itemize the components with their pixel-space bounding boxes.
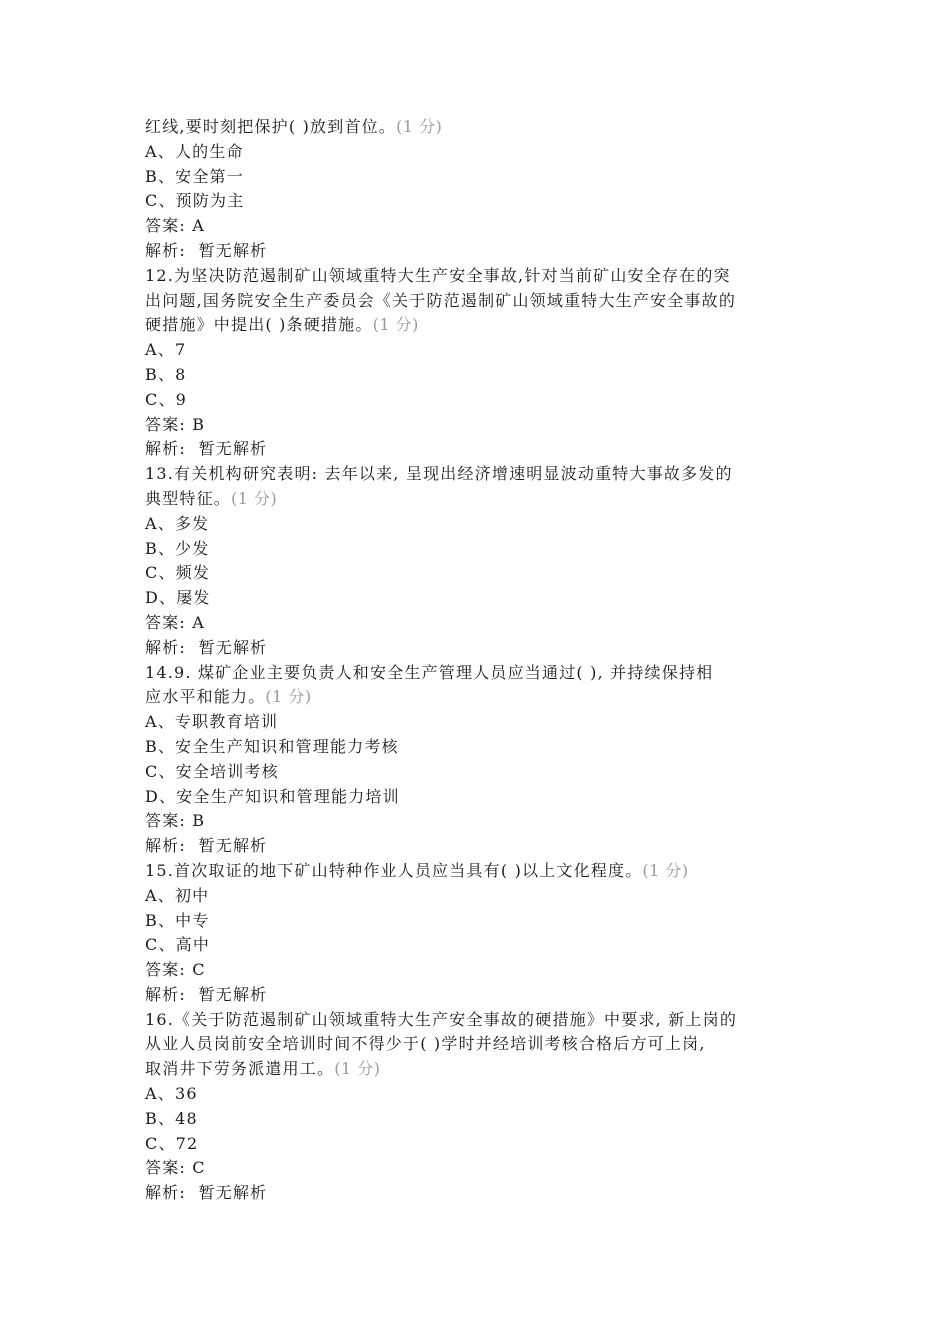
question-score: (1 分) <box>372 315 419 335</box>
option: A、36 <box>145 1084 198 1104</box>
option: B、安全第一 <box>145 166 244 186</box>
option: A、7 <box>145 340 187 360</box>
answer: 答案: B <box>145 414 206 434</box>
question-line-text: 典型特征。 <box>145 488 232 508</box>
question-line: 从业人员岗前安全培训时间不得少于( )学时并经培训考核合格后方可上岗, <box>145 1034 706 1054</box>
question-score: (1 分) <box>265 687 312 707</box>
option: C、9 <box>145 389 188 409</box>
option: B、安全生产知识和管理能力考核 <box>145 736 399 756</box>
question-16 <box>145 1008 815 1206</box>
option: A、多发 <box>145 513 210 533</box>
option: A、专职教育培训 <box>145 712 279 732</box>
question-text <box>145 115 815 140</box>
question-line: 12.为坚决防范遏制矿山领域重特大生产安全事故,针对当前矿山安全存在的突 <box>145 265 731 285</box>
question-line: 13.有关机构研究表明: 去年以来, 呈现出经济增速明显波动重特大事故多发的 <box>145 464 733 484</box>
answer: 答案: C <box>145 960 206 980</box>
question-12 <box>145 264 815 462</box>
option: B、少发 <box>145 538 210 558</box>
question-text-content: 红线,要时刻把保护( )放到首位。 <box>145 117 397 136</box>
analysis: 解析: 暂无解析 <box>145 1183 268 1203</box>
option: A、初中 <box>145 885 210 905</box>
option: C、高中 <box>145 935 211 955</box>
question-score: (1 分) <box>334 1059 381 1079</box>
analysis: 解析: 暂无解析 <box>145 439 268 459</box>
question-15 <box>145 859 815 1008</box>
answer: 答案: B <box>145 811 206 831</box>
answer: 答案: C <box>145 1158 206 1178</box>
question-score: (1 分) <box>396 117 443 136</box>
option: C、预防为主 <box>145 191 245 211</box>
question-line-text: 取消井下劳务派遣用工。 <box>145 1059 335 1079</box>
option: C、72 <box>145 1133 199 1153</box>
question-line-last <box>145 487 815 512</box>
question-line: 出问题,国务院安全生产委员会《关于防范遏制矿山领域重特大生产安全事故的 <box>145 290 737 310</box>
question-13 <box>145 462 815 660</box>
question-14 <box>145 661 815 859</box>
answer: 答案: A <box>145 612 206 632</box>
answer: 答案: A <box>145 216 206 236</box>
option: A、人的生命 <box>145 141 244 161</box>
question-line-text: 硬措施》中提出( )条硬措施。 <box>145 315 373 335</box>
question-fragment <box>145 115 815 264</box>
question-line: 14.9. 煤矿企业主要负责人和安全生产管理人员应当通过( ), 并持续保持相 <box>145 662 714 682</box>
question-score: (1 分) <box>642 860 689 880</box>
option: B、中专 <box>145 910 210 930</box>
question-line: 16.《关于防范遏制矿山领域重特大生产安全事故的硬措施》中要求, 新上岗的 <box>145 1009 738 1029</box>
question-line-text: 15.首次取证的地下矿山特种作业人员应当具有( )以上文化程度。 <box>145 860 643 880</box>
document-page <box>145 115 815 1206</box>
question-line-text: 应水平和能力。 <box>145 687 266 707</box>
option: B、8 <box>145 364 187 384</box>
question-line-last <box>145 1057 815 1082</box>
analysis: 解析: 暂无解析 <box>145 984 268 1004</box>
question-line-last <box>145 685 815 710</box>
analysis: 解析: 暂无解析 <box>145 637 268 657</box>
option: D、屡发 <box>145 588 211 608</box>
option: B、48 <box>145 1108 198 1128</box>
question-line-last <box>145 859 815 884</box>
option: C、安全培训考核 <box>145 761 279 781</box>
question-score: (1 分) <box>231 488 278 508</box>
option: C、频发 <box>145 563 211 583</box>
option: D、安全生产知识和管理能力培训 <box>145 786 400 806</box>
analysis: 解析: 暂无解析 <box>145 836 268 856</box>
analysis: 解析: 暂无解析 <box>145 240 268 260</box>
question-line-last <box>145 313 815 338</box>
